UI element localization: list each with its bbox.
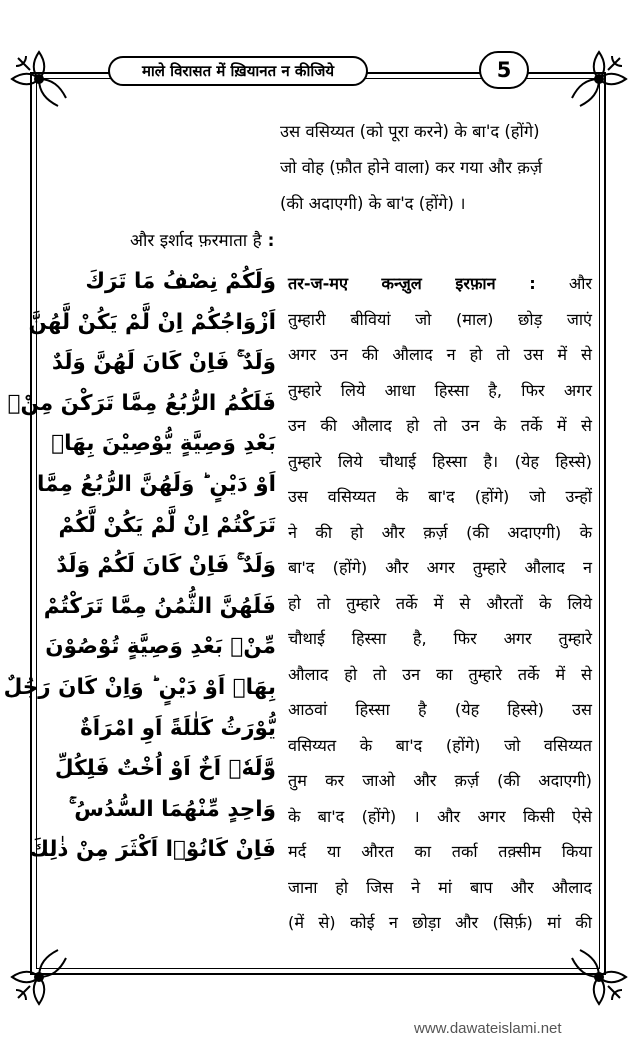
translation-line: चौथाई हिस्सा है, फिर अगर तुम्हारे <box>288 629 592 648</box>
translation-line: वसिय्यत के बा'द (होंगे) जो वसिय्यत <box>288 735 592 755</box>
footer-website: www.dawateislami.net <box>414 1020 562 1037</box>
translation-line: आठवां हिस्सा है (येह हिस्से) उस <box>288 700 592 719</box>
arabic-line: وَلَدٌ ۚ فَاِنْ كَانَ لَكُمْ وَلَدٌ <box>56 553 276 579</box>
arabic-line: فَلَكُمُ الرُّبُعُ مِمَّا تَرَكْنَ مِنْۢ <box>7 390 276 416</box>
page-number: 5 <box>479 51 529 89</box>
translation-line: जाना हो जिस ने मां बाप और औलाद <box>288 877 592 897</box>
arabic-line: فَاِنْ كَانُوْۤا اَكْثَرَ مِنْ ذٰلِكَ <box>29 837 276 863</box>
translation-line: (में से) कोई न छोड़ा और (सिर्फ़) मां की <box>288 913 592 932</box>
translation-text <box>288 266 592 941</box>
translation-line: मर्द या औरत का तर्का तक़्सीम किया <box>288 842 592 861</box>
arabic-line: وَلَدٌ ۚ فَاِنْ كَانَ لَهُنَّ وَلَدٌ <box>51 350 276 376</box>
arabic-line: مِّنْۢ بَعْدِ وَصِيَّةٍ تُوْصُوْنَ <box>45 634 276 660</box>
translation-line: हो तो तुम्हारे तर्के में से औरतों के लिये <box>288 593 592 613</box>
arabic-line: فَلَهُنَّ الثُّمُنُ مِمَّا تَرَكْتُمْ <box>43 593 276 619</box>
arabic-line: وَّلَهٗۤ اَخٌ اَوْ اُخْتٌ فَلِكُلِّ <box>54 756 276 782</box>
text-line: जो वोह (फ़ौत होने वाला) कर गया और क़र्ज़ <box>280 158 543 177</box>
translation-line: तुम्हारे लिये चौथाई हिस्सा है। (येह हिस्से) <box>288 451 592 471</box>
translation-line: तुम्हारे लिये आधा हिस्सा है, फिर अगर <box>288 380 592 400</box>
corner-ornament-top-right <box>568 48 630 110</box>
arabic-line: اَزْوَاجُكُمْ اِنْ لَّمْ يَكُنْ لَّهُنَّ <box>28 309 276 335</box>
irshad-line <box>130 228 274 251</box>
translation-line: औलाद हो तो उन का तुम्हारे तर्के में से <box>288 664 592 684</box>
translation-line: तुम कर जाओ और क़र्ज़ (की अदाएगी) <box>288 771 592 790</box>
arabic-line: تَرَكْتُمْ اِنْ لَّمْ يَكُنْ لَّكُمْ <box>58 512 276 538</box>
translation-line: उन की औलाद हो तो उन के तर्के में से <box>288 416 592 435</box>
translation-line: ने की हो और क़र्ज़ (की अदाएगी) के <box>288 522 592 542</box>
corner-ornament-top-left <box>8 48 70 110</box>
arabic-line: وَاحِدٍ مِّنْهُمَا السُّدُسُ ۚ <box>68 796 276 822</box>
arabic-line: اَوْ دَيْنٍ ؕ وَلَهُنَّ الرُّبُعُ مِمَّا <box>37 471 276 497</box>
arabic-line: بَعْدِ وَصِيَّةٍ يُّوْصِيْنَ بِهَاۤ <box>51 431 276 457</box>
translation-line: उस वसिय्यत के बा'द (होंगे) जो उन्हों <box>288 487 592 506</box>
arabic-verse <box>3 262 276 871</box>
translation-line: के बा'द (होंगे) । और अगर किसी ऐसे <box>288 806 592 826</box>
translation-label: तर-ज-मए कन्ज़ुल इरफ़ान : <box>288 274 536 293</box>
translation-line: बा'द (होंगे) और अगर तुम्हारे औलाद न <box>288 558 592 577</box>
arabic-line: يُّوْرَثُ كَلٰلَةً اَوِ امْرَاَةٌ <box>80 715 276 741</box>
corner-ornament-bottom-right <box>568 946 630 1008</box>
arabic-line: بِهَاۤ اَوْ دَيْنٍ ؕ وَاِنْ كَانَ رَجُلٌ <box>3 674 276 700</box>
continuation-text <box>280 114 592 222</box>
text-line: उस वसिय्यत (को पूरा करने) के बा'द (होंगे) <box>280 122 540 141</box>
irshad-text: और इर्शाद फ़रमाता है <box>130 231 262 251</box>
translation-line: अगर उन की औलाद न हो तो उस में से <box>288 345 592 364</box>
translation-line: तुम्हारी बीवियां जो (माल) छोड़ जाएं <box>288 309 592 329</box>
irshad-colon: : <box>261 231 275 251</box>
arabic-line: وَلَكُمْ نِصْفُ مَا تَرَكَ <box>85 269 276 294</box>
translation-first-rest: और <box>568 274 592 293</box>
corner-ornament-bottom-left <box>8 946 70 1008</box>
running-header-title: माले विरासत में ख़ियानत न कीजिये <box>108 56 368 86</box>
text-line: (की अदाएगी) के बा'द (होंगे) । <box>280 194 466 213</box>
translation-first-line <box>288 266 592 302</box>
